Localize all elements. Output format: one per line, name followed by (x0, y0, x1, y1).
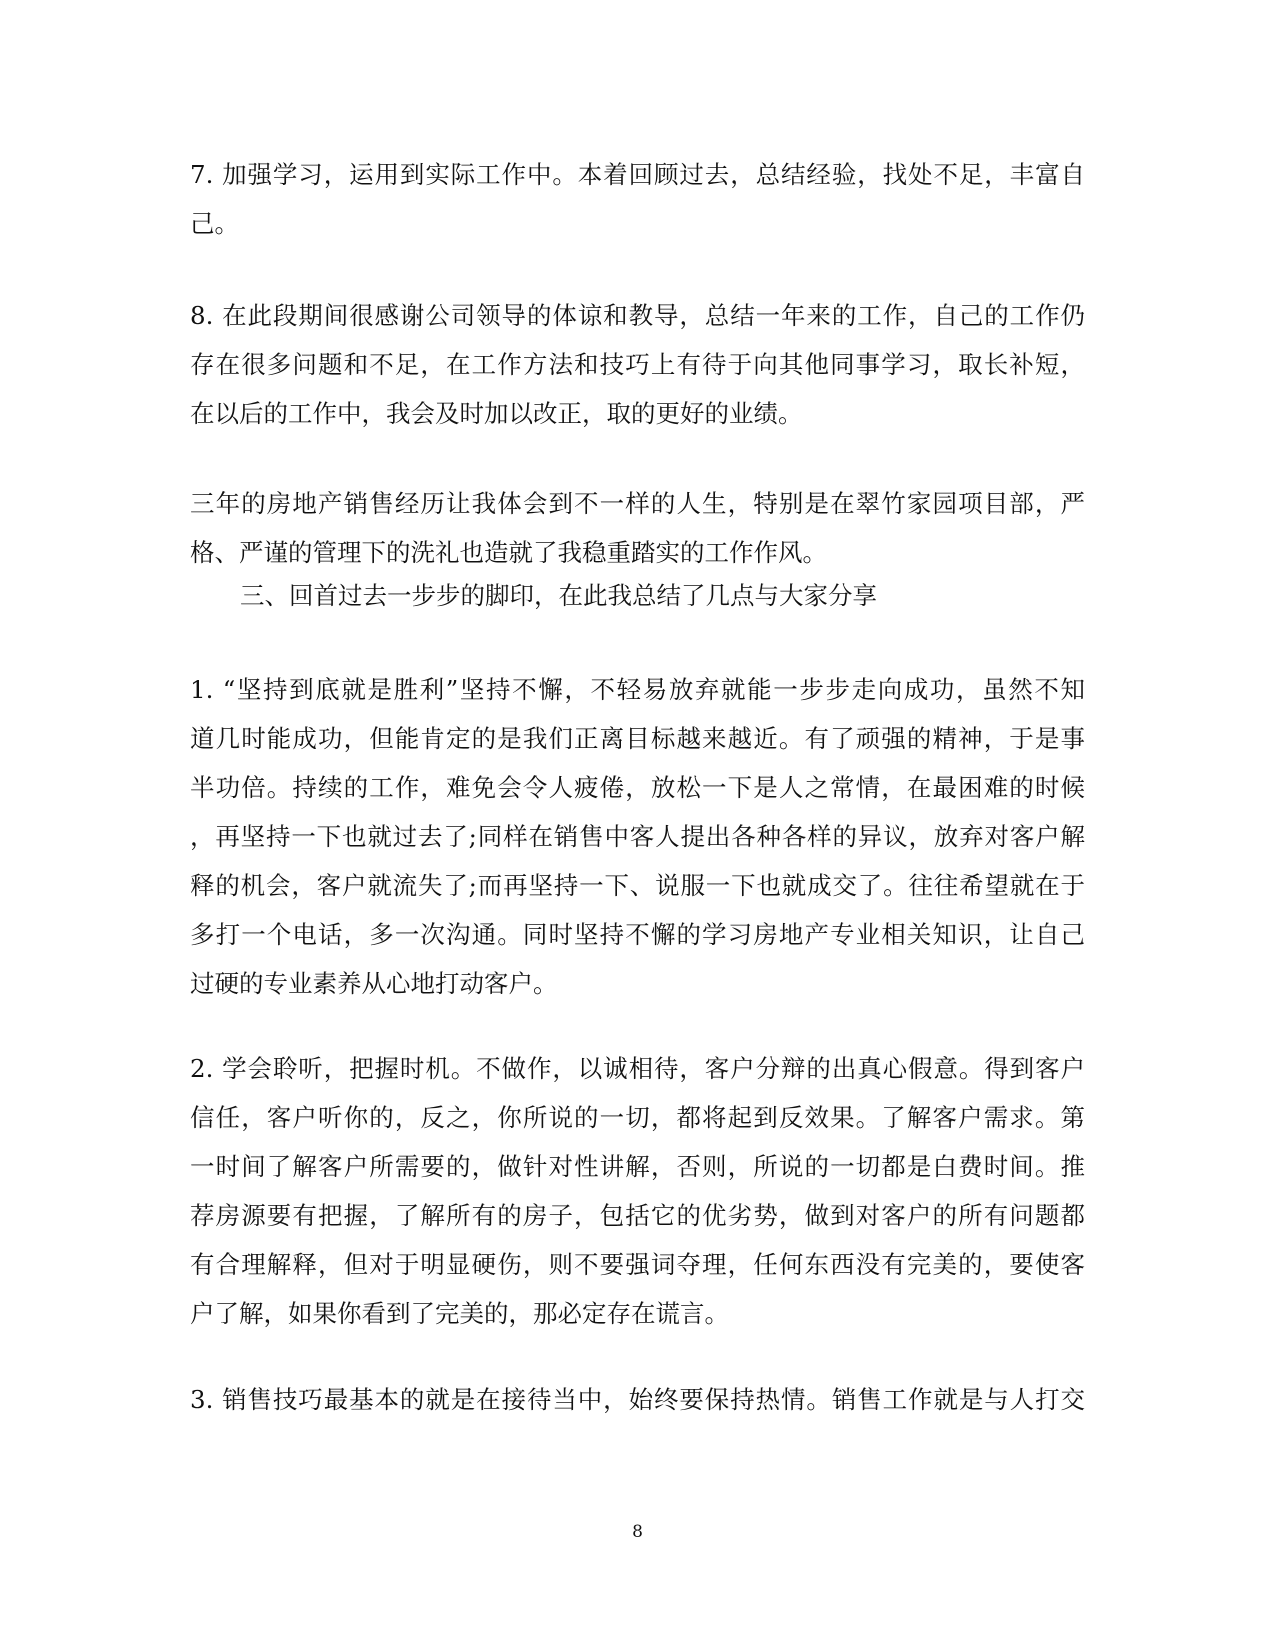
text-line: 三、回首过去一步步的脚印，在此我总结了几点与大家分享 (240, 581, 877, 610)
text-line: 格、严谨的管理下的洗礼也造就了我稳重踏实的工作作风。 (190, 538, 827, 567)
text-line: 1. “坚持到底就是胜利”坚持不懈，不轻易放弃就能一步步走向成功，虽然不知 (190, 675, 1085, 704)
text-line: 信任，客户听你的，反之，你所说的一切，都将起到反效果。了解客户需求。第 (190, 1103, 1085, 1132)
paragraph-point-2 (190, 1044, 1085, 1338)
paragraph-point-1 (190, 665, 1085, 1008)
section-heading-three (240, 571, 877, 620)
text-line: 过硬的专业素养从心地打动客户。 (190, 969, 558, 998)
text-line: 己。 (190, 209, 239, 238)
text-line: 存在很多问题和不足，在工作方法和技巧上有待于向其他同事学习，取长补短， (190, 350, 1085, 379)
page-number: 8 (632, 1522, 643, 1542)
text-line: 在以后的工作中，我会及时加以改正，取的更好的业绩。 (190, 399, 803, 428)
paragraph-item-8 (190, 291, 1085, 438)
text-line: 半功倍。持续的工作，难免会令人疲倦，放松一下是人之常情，在最困难的时候 (190, 773, 1085, 802)
text-line: 户了解，如果你看到了完美的，那必定存在谎言。 (190, 1299, 729, 1328)
paragraph-item-7 (190, 150, 1085, 248)
text-line: 2. 学会聆听，把握时机。不做作，以诚相待，客户分辩的出真心假意。得到客户 (190, 1054, 1085, 1083)
text-line: 多打一个电话，多一次沟通。同时坚持不懈的学习房地产专业相关知识，让自己 (190, 920, 1085, 949)
text-line: 7. 加强学习，运用到实际工作中。本着回顾过去，总结经验，找处不足，丰富自 (190, 160, 1085, 189)
text-line: 荐房源要有把握，了解所有的房子，包括它的优劣势，做到对客户的所有问题都 (190, 1201, 1085, 1230)
text-line: 有合理解释，但对于明显硬伤，则不要强词夺理，任何东西没有完美的，要使客 (190, 1250, 1085, 1279)
text-line: 一时间了解客户所需要的，做针对性讲解，否则，所说的一切都是白费时间。推 (190, 1152, 1085, 1181)
text-line: ，再坚持一下也就过去了;同样在销售中客人提出各种各样的异议，放弃对客户解 (190, 822, 1085, 851)
text-line: 三年的房地产销售经历让我体会到不一样的人生，特别是在翠竹家园项目部，严 (190, 489, 1085, 518)
text-line: 8. 在此段期间很感谢公司领导的体谅和教导，总结一年来的工作，自己的工作仍 (190, 301, 1085, 330)
text-line: 释的机会，客户就流失了;而再坚持一下、说服一下也就成交了。往往希望就在于 (190, 871, 1085, 900)
paragraph-point-3 (190, 1375, 1085, 1424)
paragraph-sales-experience (190, 479, 1085, 577)
text-line: 3. 销售技巧最基本的就是在接待当中，始终要保持热情。销售工作就是与人打交 (190, 1385, 1085, 1414)
text-line: 道几时能成功，但能肯定的是我们正离目标越来越近。有了顽强的精神，于是事 (190, 724, 1085, 753)
